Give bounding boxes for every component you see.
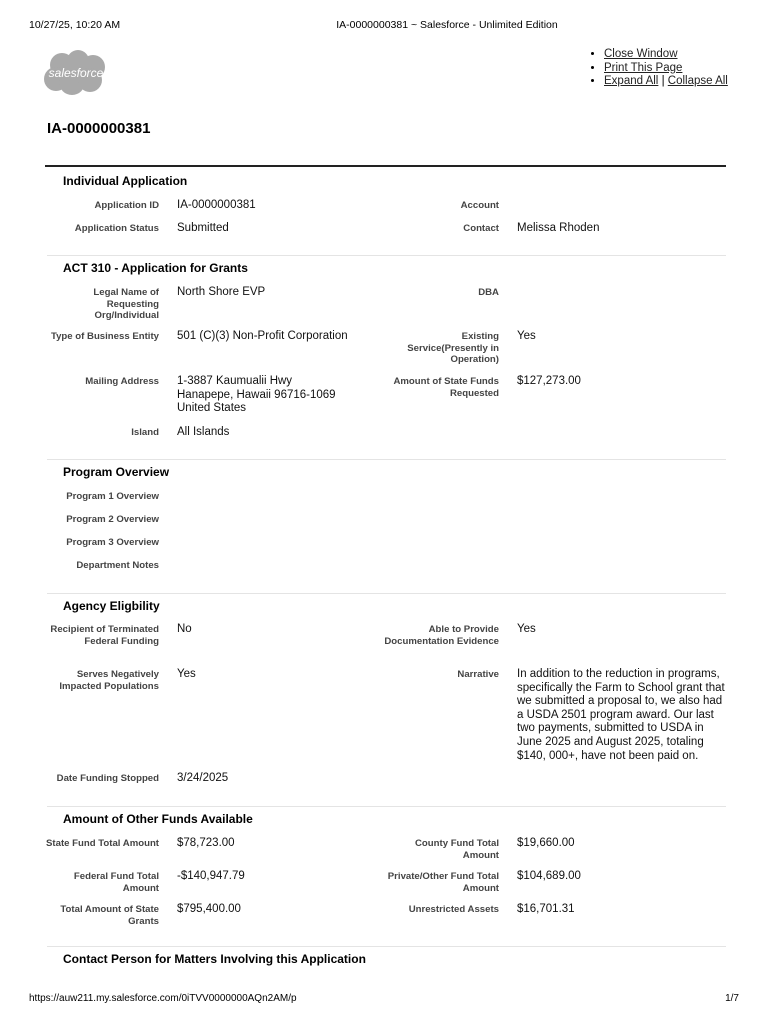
section-heading-other-funds: Amount of Other Funds Available <box>63 812 253 826</box>
value-narrative: In addition to the reduction in programs, specifically the Farm to School grant that we submitted a proposal to, we also had a USDA 2501 program award. Our last two payments, submitted to USDA in June 2025 and August 2025, totaling $140, 000+, have not been paid on. <box>517 668 725 762</box>
label-mailing-address: Mailing Address <box>85 376 159 387</box>
value-federal-fund-total: -$140,947.79 <box>177 870 245 882</box>
label-application-status: Application Status <box>74 223 159 234</box>
section-divider <box>47 806 726 807</box>
print-window-title: IA-0000000381 ~ Salesforce - Unlimited Edition <box>336 19 558 31</box>
close-window-link[interactable]: Close Window <box>604 48 678 60</box>
label-recipient-terminated-funding: Recipient of Terminated Federal Funding <box>50 624 159 647</box>
print-footer-page: 1/7 <box>725 993 739 1004</box>
label-documentation-evidence: Able to Provide Documentation Evidence <box>384 624 499 647</box>
section-divider <box>47 459 726 460</box>
label-private-fund-total: Private/Other Fund Total Amount <box>387 871 499 894</box>
label-total-state-grants: Total Amount of State Grants <box>60 904 159 927</box>
section-heading-agency-eligibility: Agency Eligbility <box>63 599 160 613</box>
value-business-type: 501 (C)(3) Non-Profit Corporation <box>177 330 348 342</box>
section-heading-act310: ACT 310 - Application for Grants <box>63 261 248 275</box>
value-application-id: IA-0000000381 <box>177 199 256 211</box>
label-state-fund-total: State Fund Total Amount <box>46 838 159 849</box>
section-divider <box>47 255 726 256</box>
label-narrative: Narrative <box>457 669 499 680</box>
label-application-id: Application ID <box>94 200 159 211</box>
label-county-fund-total: County Fund Total Amount <box>414 838 499 861</box>
link-separator: | <box>661 75 665 87</box>
value-legal-name: North Shore EVP <box>177 286 266 298</box>
label-program-1-overview: Program 1 Overview <box>66 491 159 502</box>
label-existing-service: Existing Service(Presently in Operation) <box>407 331 499 365</box>
record-title: IA-0000000381 <box>47 120 151 137</box>
section-divider <box>47 946 726 947</box>
value-state-fund-total: $78,723.00 <box>177 837 235 849</box>
value-island: All Islands <box>177 426 230 438</box>
label-unrestricted-assets: Unrestricted Assets <box>408 904 499 915</box>
salesforce-logo <box>42 50 110 96</box>
value-existing-service: Yes <box>517 330 536 342</box>
section-divider <box>47 593 726 594</box>
value-application-status: Submitted <box>177 222 229 234</box>
logo-wordmark: salesforce <box>48 66 104 80</box>
label-federal-fund-total: Federal Fund Total Amount <box>73 871 159 894</box>
value-total-state-grants: $795,400.00 <box>177 903 241 915</box>
value-date-funding-stopped: 3/24/2025 <box>177 772 229 784</box>
section-heading-program-overview: Program Overview <box>63 465 170 479</box>
label-date-funding-stopped: Date Funding Stopped <box>56 773 159 784</box>
title-divider <box>45 165 726 167</box>
label-department-notes: Department Notes <box>76 560 159 571</box>
label-island: Island <box>131 427 159 438</box>
value-documentation-evidence: Yes <box>517 623 536 635</box>
label-contact: Contact <box>463 223 499 234</box>
page-actions-list <box>590 48 728 89</box>
value-private-fund-total: $104,689.00 <box>517 870 581 882</box>
print-page-link[interactable]: Print This Page <box>604 61 683 74</box>
value-contact: Melissa Rhoden <box>517 222 600 234</box>
label-serves-impacted-populations: Serves Negatively Impacted Populations <box>59 669 159 692</box>
address-line-1: 1-3887 Kaumualii Hwy <box>177 375 293 387</box>
label-program-3-overview: Program 3 Overview <box>66 537 159 548</box>
value-unrestricted-assets: $16,701.31 <box>517 903 575 915</box>
print-timestamp: 10/27/25, 10:20 AM <box>29 19 121 31</box>
label-account: Account <box>460 200 499 211</box>
label-dba: DBA <box>478 287 499 298</box>
value-county-fund-total: $19,660.00 <box>517 837 575 849</box>
value-serves-impacted-populations: Yes <box>177 668 196 680</box>
value-state-funds-requested: $127,273.00 <box>517 375 581 387</box>
expand-all-link[interactable]: Expand All <box>604 75 659 87</box>
label-legal-name: Legal Name of Requesting Org/Individual <box>93 287 159 321</box>
label-state-funds-requested: Amount of State Funds Requested <box>393 376 499 399</box>
value-recipient-terminated-funding: No <box>177 623 192 635</box>
section-heading-individual-application: Individual Application <box>63 174 188 188</box>
collapse-all-link[interactable]: Collapse All <box>667 75 728 87</box>
print-footer-url: https://auw211.my.salesforce.com/0iTVV0000000AQn2AM/p <box>29 993 297 1004</box>
section-heading-contact-person: Contact Person for Matters Involving this Application <box>63 952 366 966</box>
address-line-3: United States <box>177 402 247 415</box>
label-business-type: Type of Business Entity <box>50 331 159 342</box>
value-mailing-address <box>177 375 377 416</box>
label-program-2-overview: Program 2 Overview <box>66 514 159 525</box>
address-line-2: Hanapepe, Hawaii 96716-1069 <box>177 388 336 401</box>
